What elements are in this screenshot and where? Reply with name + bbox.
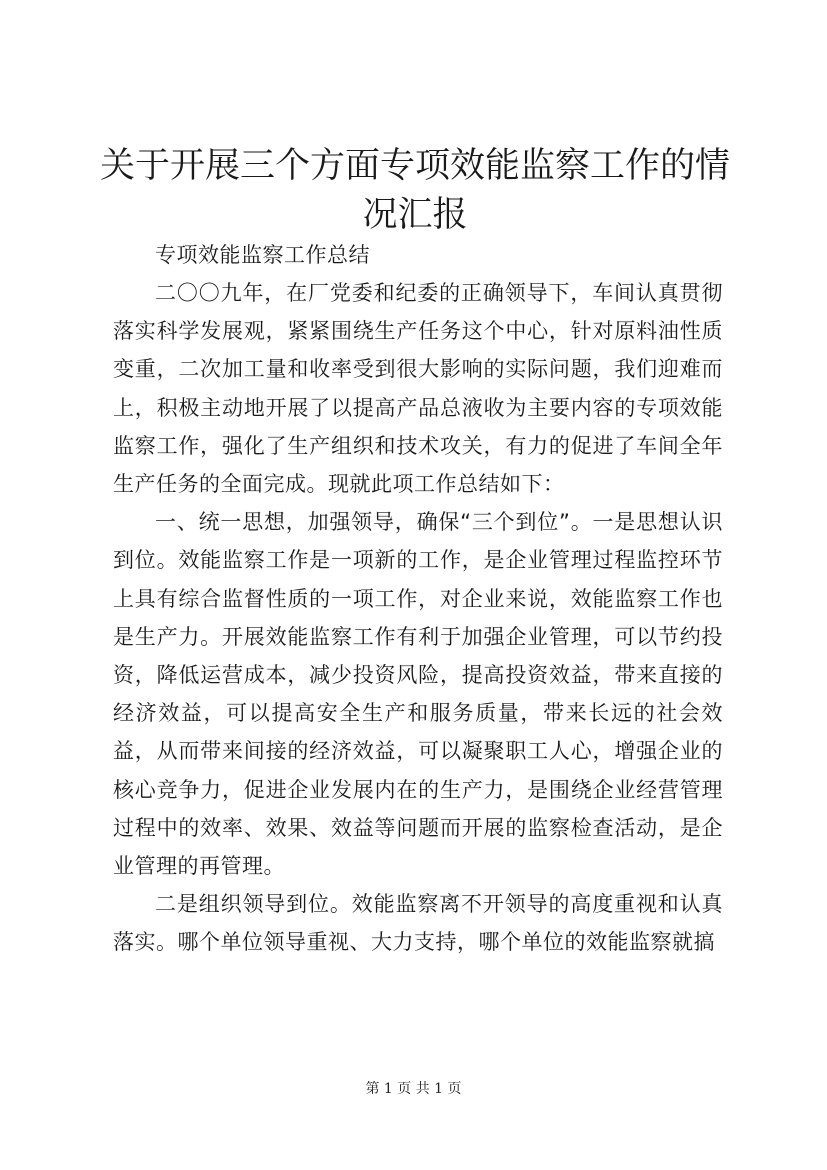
page-footer: 第 1 页 共 1 页 bbox=[365, 1081, 462, 1097]
document-subtitle: 专项效能监察工作总结 bbox=[155, 243, 370, 267]
document-body bbox=[113, 236, 723, 962]
paragraph-intro: 二〇〇九年，在厂党委和纪委的正确领导下，车间认真贯彻落实科学发展观，紧紧围绕生产任务这个中心，针对原料油性质变重，二次加工量和收率受到很大影响的实际问题，我们迎难而上，积极主动地开展了以提高产品总液收为主要内容的专项效能监察工作，强化了生产组织和技术攻关，有力的促进了车间全年生产任务的全面完成。现就此项工作总结如下： bbox=[113, 281, 723, 497]
paragraph-section-two: 二是组织领导到位。效能监察离不开领导的高度重视和认真落实。哪个单位领导重视、大力支持，哪个单位的效能监察就搞 bbox=[113, 892, 723, 955]
document-title: 关于开展三个方面专项效能监察工作的情况汇报 bbox=[100, 146, 731, 235]
paragraph-section-one: 一、统一思想，加强领导，确保“三个到位”。一是思想认识到位。效能监察工作是一项新的工作，是企业管理过程监控环节上具有综合监督性质的一项工作，对企业来说，效能监察工作也是生产力。开展效能监察工作有利于加强企业管理，可以节约投资，降低运营成本，减少投资风险，提高投资效益，带来直接的经济效益，可以提高安全生产和服务质量，带来长远的社会效益，从而带来间接的经济效益，可以凝聚职工人心，增强企业的核心竞争力，促进企业发展内在的生产力，是围绕企业经营管理过程中的效率、效果、效益等问题而开展的监察检查活动，是企业管理的再管理。 bbox=[113, 510, 723, 879]
